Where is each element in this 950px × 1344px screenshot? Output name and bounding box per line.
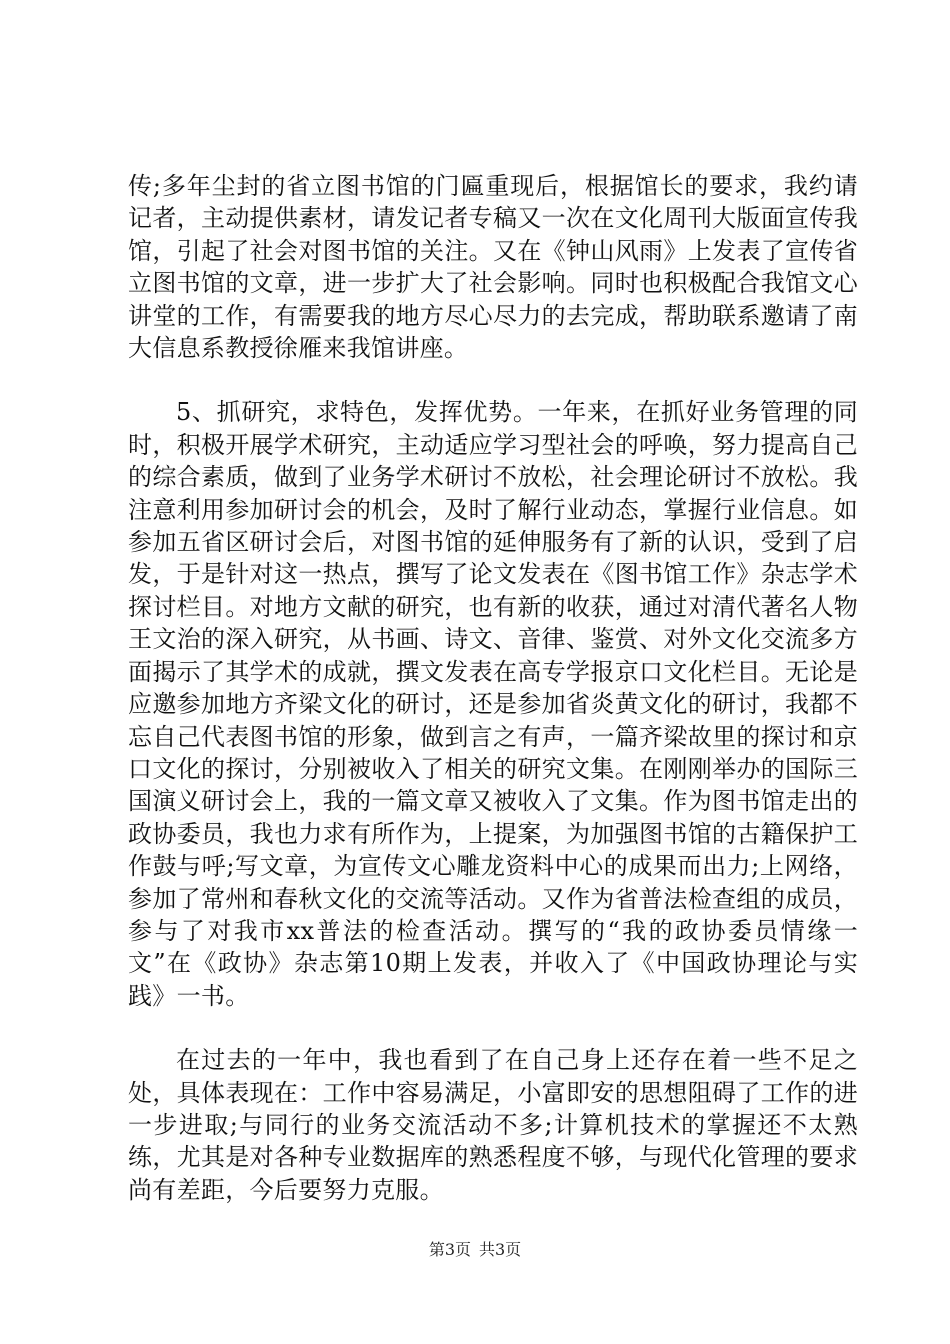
page-footer [0, 1240, 950, 1260]
paragraph-shortcomings: 在过去的一年中，我也看到了在自己身上还存在着一些不足之处，具体表现在：工作中容易满足，小富即安的思想阻碍了工作的进一步进取;与同行的业务交流活动不多;计算机技术的掌握还不太熟练，尤其是对各种专业数据库的熟悉程度不够，与现代化管理的要求尚有差距，今后要努力克服。 [128, 1046, 858, 1204]
document-body [128, 170, 858, 1206]
paragraph-research: 5、抓研究，求特色，发挥优势。一年来，在抓好业务管理的同时，积极开展学术研究，主动适应学习型社会的呼唤，努力提高自己的综合素质，做到了业务学术研讨不放松，社会理论研讨不放松。我注意利用参加研讨会的机会，及时了解行业动态，掌握行业信息。如参加五省区研讨会后，对图书馆的延伸服务有了新的认识，受到了启发，于是针对这一热点，撰写了论文发表在《图书馆工作》杂志学术探讨栏目。对地方文献的研究，也有新的收获，通过对清代著名人物王文治的深入研究，从书画、诗文、音律、鉴赏、对外文化交流多方面揭示了其学术的成就，撰文发表在高专学报京口文化栏目。无论是应邀参加地方齐梁文化的研讨，还是参加省炎黄文化的研讨，我都不忘自己代表图书馆的形象，做到言之有声，一篇齐梁故里的探讨和京口文化的探讨，分别被收入了相关的研究文集。在刚刚举办的国际三国演义研讨会上，我的一篇文章又被收入了文集。作为图书馆走出的政协委员，我也力求有所作为，上提案，为加强图书馆的古籍保护工作鼓与呼;写文章，为宣传文心雕龙资料中心的成果而出力;上网络，参加了常州和春秋文化的交流等活动。又作为省普法检查组的成员，参与了对我市xx普法的检查活动。撰写的“我的政协委员情缘一文”在《政协》杂志第10期上发表，并收入了《中国政协理论与实践》一书。 [128, 398, 858, 1010]
page-number: 第3页 [428, 1240, 471, 1259]
page-total: 共3页 [479, 1240, 522, 1259]
paragraph-publicity: 传;多年尘封的省立图书馆的门匾重现后，根据馆长的要求，我约请记者，主动提供素材，请发记者专稿又一次在文化周刊大版面宣传我馆，引起了社会对图书馆的关注。又在《钟山风雨》上发表了宣传省立图书馆的文章，进一步扩大了社会影响。同时也积极配合我馆文心讲堂的工作，有需要我的地方尽心尽力的去完成，帮助联系邀请了南大信息系教授徐雁来我馆讲座。 [128, 172, 858, 363]
